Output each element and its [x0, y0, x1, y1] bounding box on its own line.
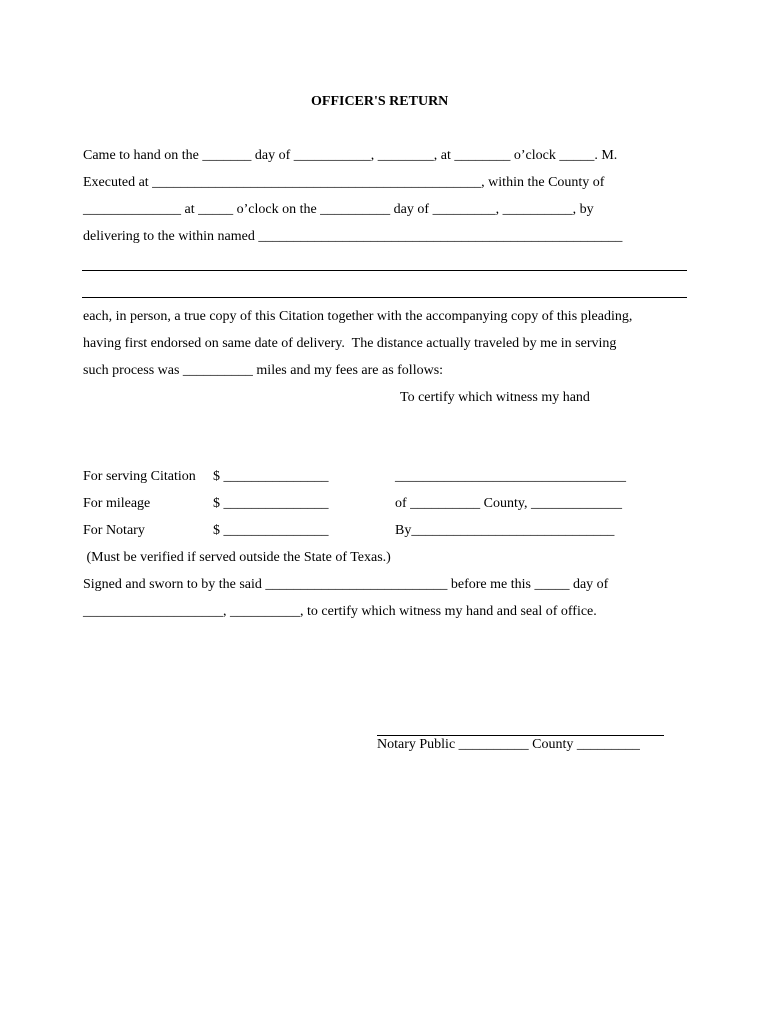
each-in-person-line: each, in person, a true copy of this Citation together with the accompanying copy of this pleading,	[83, 309, 633, 324]
notary-public-line: Notary Public __________ County _________	[377, 737, 640, 752]
fee-mileage-value: $ _______________	[213, 496, 329, 511]
fee-notary-label: For Notary	[83, 523, 145, 538]
certify-line: To certify which witness my hand	[400, 390, 590, 405]
executed-at-line: Executed at _______________________________________________, within the County of	[83, 175, 605, 190]
blank-rule-2	[82, 297, 687, 298]
having-endorsed-line: having first endorsed on same date of delivery. The distance actually traveled by me in serving	[83, 336, 617, 351]
signature-by: By_____________________________	[395, 523, 615, 538]
fee-notary-value: $ _______________	[213, 523, 329, 538]
must-be-verified-note: (Must be verified if served outside the State of Texas.)	[83, 550, 391, 565]
signature-line: _________________________________	[395, 469, 626, 484]
fee-mileage-label: For mileage	[83, 496, 151, 511]
document-title: OFFICER'S RETURN	[311, 94, 449, 109]
at-oclock-line: ______________ at _____ o’clock on the __________ day of _________, __________, by	[83, 202, 594, 217]
such-process-line: such process was __________ miles and my fees are as follows:	[83, 363, 444, 378]
fee-serving-label: For serving Citation	[83, 469, 196, 484]
signed-sworn-line: Signed and sworn to by the said __________________________ before me this _____ day of	[83, 577, 609, 592]
came-to-hand-line: Came to hand on the _______ day of ___________, ________, at ________ o’clock _____. M.	[83, 148, 618, 163]
signature-county: of __________ County, _____________	[395, 496, 622, 511]
fee-serving-value: $ _______________	[213, 469, 329, 484]
date-certify-line: ____________________, __________, to certify which witness my hand and seal of office.	[83, 604, 597, 619]
blank-rule-1	[82, 270, 687, 271]
delivering-line: delivering to the within named ____________________________________________________	[83, 229, 623, 244]
